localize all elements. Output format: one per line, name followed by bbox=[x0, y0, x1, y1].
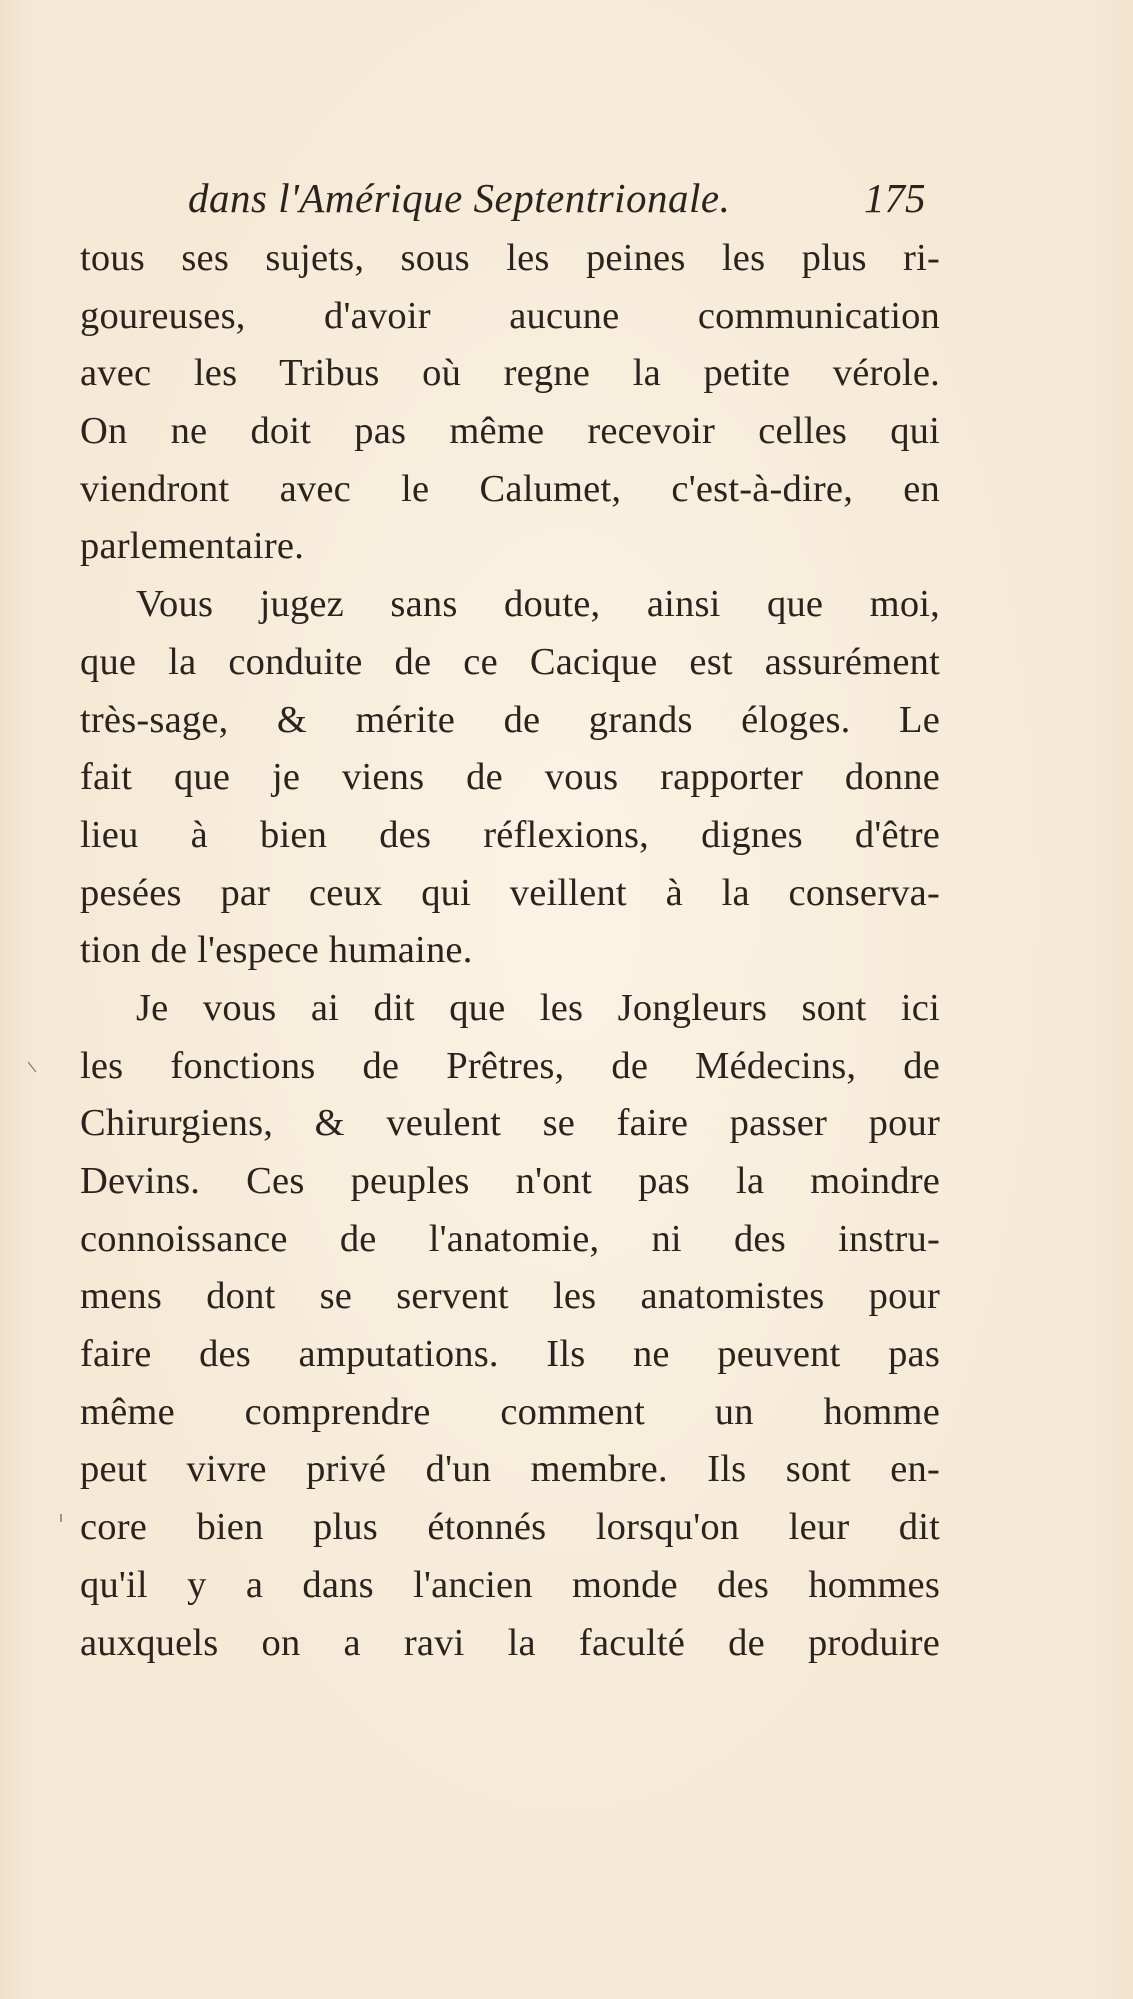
text-line: faire des amputations. Ils ne peuvent pas bbox=[80, 1333, 940, 1376]
running-title: dans l'Amérique Septentrionale. bbox=[188, 175, 731, 221]
text-line: mens dont se servent les anatomistes pour bbox=[80, 1275, 940, 1318]
text-line: core bien plus étonnés lorsqu'on leur dit bbox=[80, 1506, 940, 1549]
text-line: parlementaire. bbox=[80, 525, 305, 568]
text-line: fait que je viens de vous rapporter donne bbox=[80, 756, 940, 799]
text-line: goureuses, d'avoir aucune communication bbox=[80, 294, 940, 337]
page-header bbox=[0, 168, 1133, 228]
text-line: Vous jugez sans doute, ainsi que moi, bbox=[136, 583, 940, 626]
text-line: auxquels on a ravi la faculté de produire bbox=[80, 1621, 940, 1664]
margin-dot-mark bbox=[58, 1513, 64, 1523]
text-line: Je vous ai dit que les Jongleurs sont ici bbox=[136, 986, 940, 1029]
text-line: Chirurgiens, & veulent se faire passer pour bbox=[80, 1102, 940, 1145]
text-line: très-sage, & mérite de grands éloges. Le bbox=[80, 698, 940, 741]
text-line: tous ses sujets, sous les peines les plus ri- bbox=[80, 237, 940, 279]
text-line: connoissance de l'anatomie, ni des instru- bbox=[80, 1217, 940, 1260]
text-line: peut vivre privé d'un membre. Ils sont en- bbox=[80, 1448, 940, 1491]
text-line: viendront avec le Calumet, c'est-à-dire, en bbox=[80, 467, 940, 510]
text-line: pesées par ceux qui veillent à la conserva- bbox=[80, 871, 940, 914]
text-line: qu'il y a dans l'ancien monde des hommes bbox=[80, 1563, 940, 1606]
text-line: Devins. Ces peuples n'ont pas la moindre bbox=[80, 1160, 940, 1202]
text-line: que la conduite de ce Cacique est assurément bbox=[80, 640, 940, 683]
page-number: 175 bbox=[864, 175, 926, 221]
text-line: les fonctions de Prêtres, de Médecins, de bbox=[80, 1044, 940, 1087]
text-line: On ne doit pas même recevoir celles qui bbox=[80, 410, 940, 453]
text-line: lieu à bien des réflexions, dignes d'être bbox=[80, 813, 940, 856]
margin-tick-mark bbox=[26, 1060, 38, 1074]
text-line: même comprendre comment un homme bbox=[80, 1390, 940, 1433]
text-line: tion de l'espece humaine. bbox=[80, 929, 473, 972]
body-text bbox=[80, 230, 940, 1672]
text-line: avec les Tribus où regne la petite vérole. bbox=[80, 352, 940, 395]
